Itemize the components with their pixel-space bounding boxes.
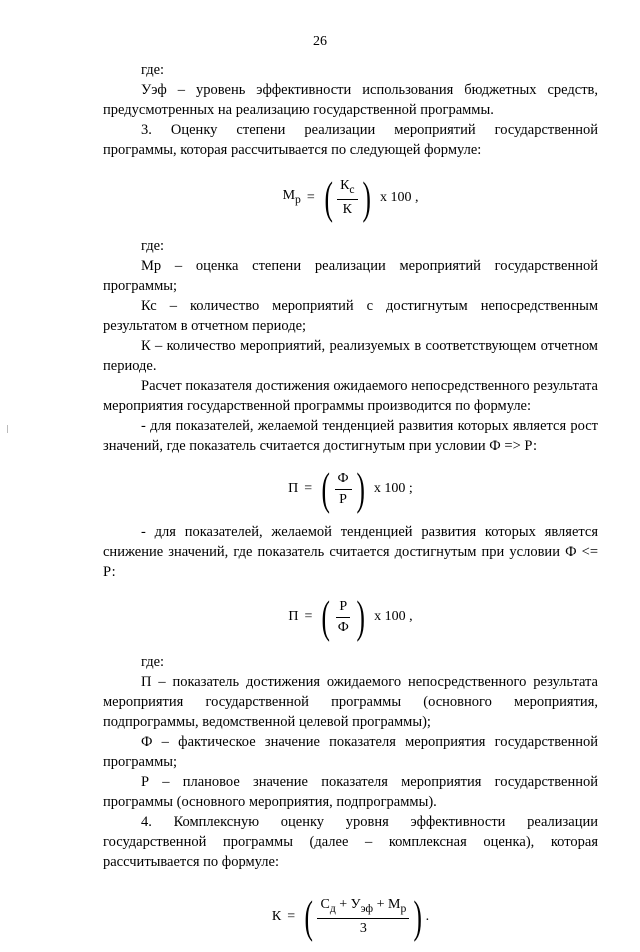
formula-fraction: $\frac{Р}{Ф}$ [337, 598, 349, 635]
formula-lhs: П [288, 609, 299, 624]
margin-mark [7, 425, 8, 433]
formula-eq: = [287, 909, 296, 924]
right-paren-icon: ) [413, 891, 423, 942]
formula-lhs: $М_р$ [282, 188, 301, 206]
formula-tail: х 100 , [379, 190, 419, 205]
formula-tail: х 100 , [374, 609, 413, 624]
paragraph: где: [141, 62, 165, 78]
paragraph: - для показателей, желаемой тенденцией развития которых является снижение значений, где показатель считается достигнутым при условии Ф <= Р: [103, 524, 598, 580]
paragraph: 3. Оценку степени реализации мероприятий государственной программы, которая рассчитывается по следующей формуле: [103, 122, 598, 158]
paragraph: где: [141, 654, 165, 670]
left-paren-icon: ( [321, 463, 331, 514]
paragraph: 4. Комплексную оценку уровня эффективности реализации государственной программы (далее – комплексная оценка), которая рассчитывается по формуле: [103, 814, 598, 870]
paragraph: К – количество мероприятий, реализуемых в соответствующем отчетном периоде. [103, 338, 598, 374]
paragraph: Ф – фактическое значение показателя мероприятия государственной программы; [103, 734, 598, 770]
page-number: 26 [313, 34, 327, 49]
left-paren-icon: ( [321, 591, 331, 642]
formula-lhs: П [288, 481, 299, 496]
paragraph: П – показатель достижения ожидаемого непосредственного результата мероприятия государственной программы (основного мероприятия, подпрограммы, ведомственной целевой программы); [103, 674, 598, 730]
formula-fraction: $\frac{К_с}{К}$ [337, 177, 358, 220]
paragraph: Расчет показателя достижения ожидаемого непосредственного результата мероприятия государственной программы производится по формуле: [103, 378, 598, 414]
formula-eq: = [304, 609, 313, 624]
formula-tail: . [425, 909, 430, 924]
formula-p-decline [103, 582, 598, 652]
right-paren-icon: ) [356, 591, 365, 642]
paragraph: Кс – количество мероприятий с достигнутым непосредственным результатом в отчетном периоде; [103, 298, 598, 334]
formula-mr [103, 160, 598, 236]
formula-lhs: К [271, 909, 282, 924]
paragraph: - для показателей, желаемой тенденцией развития которых является рост значений, где показатель считается достигнутым при условии Ф => Р: [103, 418, 598, 454]
left-paren-icon: ( [304, 891, 314, 942]
left-paren-icon: ( [324, 172, 333, 223]
formula-fraction: $\frac{Ф}{Р}$ [335, 470, 352, 509]
paragraph: Р – плановое значение показателя мероприятия государственной программы (основного мероприятия, подпрограммы). [103, 774, 598, 810]
formula-fraction: $\frac{С_д + У_{эф} + М_р}{3}$ [317, 896, 409, 939]
right-paren-icon: ) [356, 463, 365, 514]
formula-eq: = [306, 190, 315, 205]
formula-k [103, 882, 598, 952]
right-paren-icon: ) [362, 172, 371, 223]
paragraph: Уэф – уровень эффективности использования бюджетных средств, предусмотренных на реализацию государственной программы. [103, 82, 598, 118]
formula-tail: х 100 ; [373, 481, 413, 496]
formula-p-growth [103, 456, 598, 522]
document-body [103, 60, 598, 952]
formula-eq: = [304, 481, 313, 496]
paragraph: где: [141, 238, 165, 254]
paragraph: Мр – оценка степени реализации мероприятий государственной программы; [103, 258, 598, 294]
